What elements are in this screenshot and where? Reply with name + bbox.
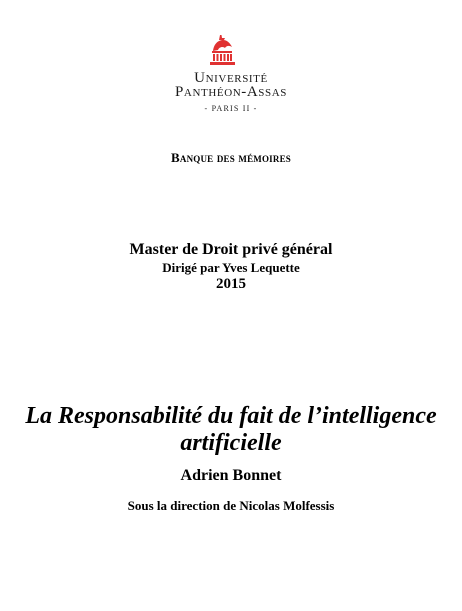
collection-title: Banque des mémoires bbox=[171, 150, 291, 165]
thesis-title-line2: artificielle bbox=[180, 430, 282, 456]
thesis-author: Adrien Bonnet bbox=[180, 467, 282, 484]
university-name-line2: Panthéon-Assas bbox=[174, 84, 288, 100]
pantheon-dome-icon bbox=[205, 34, 239, 66]
degree-program: Master de Droit privé général bbox=[129, 241, 333, 258]
degree-year: 2015 bbox=[216, 276, 246, 292]
university-subtitle: - PARIS II - bbox=[204, 104, 258, 113]
thesis-title-line1: La Responsabilité du fait de l’intelligence bbox=[25, 403, 437, 429]
university-name-line1: Université bbox=[194, 70, 268, 86]
thesis-supervision: Sous la direction de Nicolas Molfessis bbox=[127, 498, 335, 513]
degree-director: Dirigé par Yves Lequette bbox=[162, 260, 300, 275]
